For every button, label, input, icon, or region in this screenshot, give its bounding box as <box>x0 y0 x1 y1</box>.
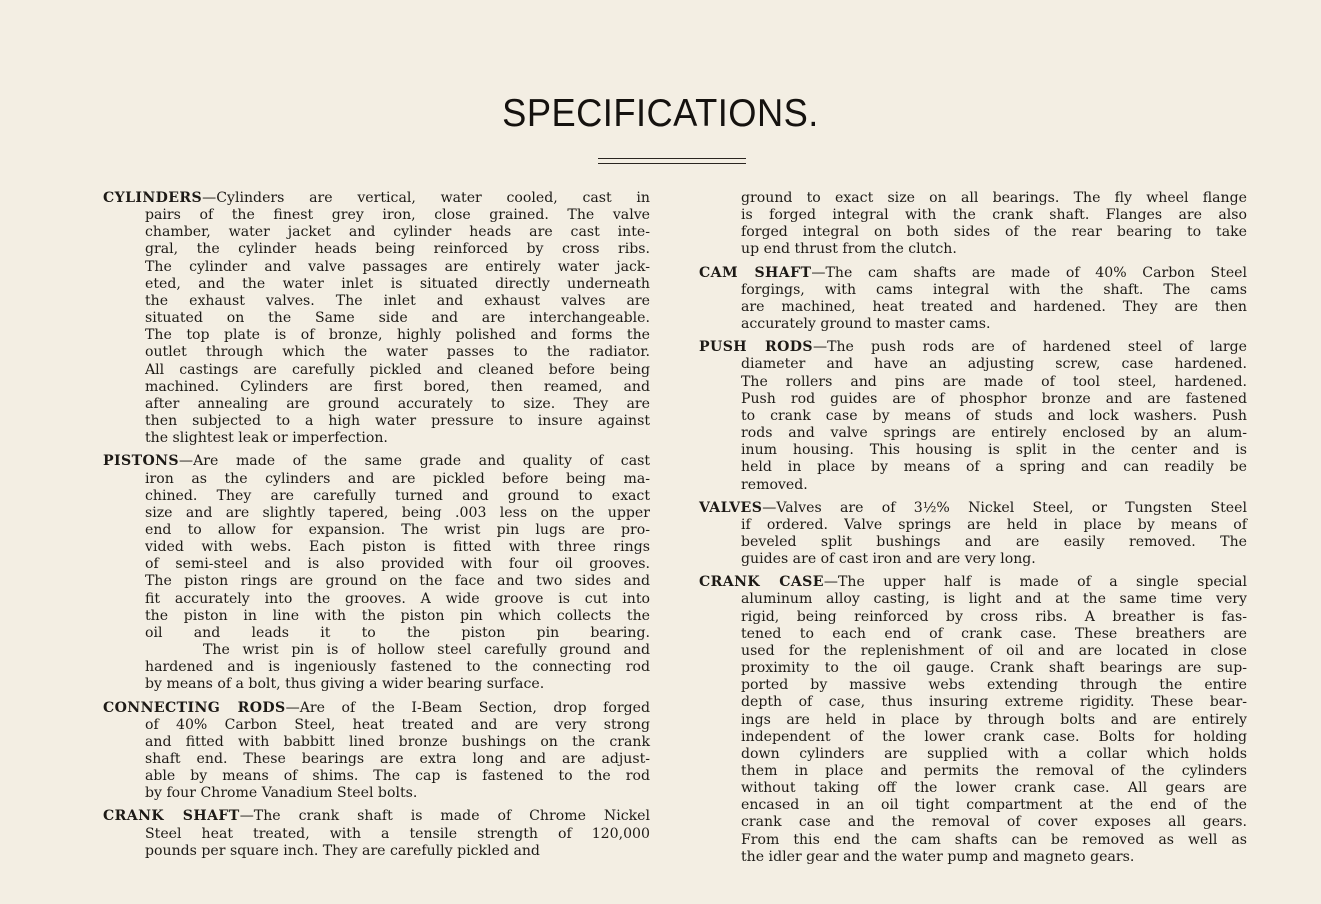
text-line <box>699 339 1247 356</box>
text-line: The top plate is of bronze, highly polished and forms the <box>145 327 650 344</box>
text-line: rigid, being reinforced by cross ribs. A breather is fas- <box>741 608 1247 625</box>
page-title: SPECIFICATIONS. <box>502 92 819 135</box>
text-line: is forged integral with the crank shaft. Flanges are also <box>741 207 1247 224</box>
text-line: From this end the cam shafts can be removed as well as <box>741 831 1247 848</box>
text-line: encased in an oil tight compartment at the end of the <box>741 797 1247 814</box>
text-line: of 40% Carbon Steel, heat treated and are very strong <box>145 716 650 733</box>
text-line: shaft end. These bearings are extra long and are adjust- <box>145 751 650 767</box>
text-line: held in place by means of a spring and can readily be <box>741 459 1247 476</box>
section-cylinders <box>103 190 650 447</box>
section-text: —Are made of the same grade and quality of cast <box>179 453 650 470</box>
text-line: beveled split bushings and are easily removed. The <box>741 533 1247 550</box>
left-column <box>103 190 650 866</box>
text-line: by means of a bolt, thus giving a wider bearing surface. <box>145 676 545 693</box>
text-line <box>103 453 650 470</box>
text-line: ings are held in place by through bolts and are entirely <box>741 711 1247 728</box>
text-line: the idler gear and the water pump and magneto gears. <box>741 848 1135 865</box>
section-crank-shaft-continued <box>699 190 1247 259</box>
text-line <box>699 574 1247 591</box>
text-line <box>699 265 1247 282</box>
right-column <box>699 190 1247 872</box>
text-line: crank case and the removal of cover exposes all gears. <box>741 814 1247 831</box>
section-heading: VALVES <box>699 499 763 516</box>
text-line: if ordered. Valve springs are held in place by means of <box>741 516 1247 533</box>
text-line: The wrist pin is of hollow steel carefully ground and <box>203 642 650 659</box>
section-text: —Are of the I-Beam Section, drop forged <box>285 699 651 716</box>
text-line <box>103 700 650 717</box>
text-line: forgings, with cams integral with the shaft. The cams <box>741 281 1247 298</box>
text-line: hardened and is ingeniously fastened to the connecting rod <box>145 659 650 676</box>
text-line: removed. <box>741 476 808 493</box>
text-line: ported by massive webs extending through the entire <box>741 677 1247 694</box>
text-line: by four Chrome Vanadium Steel bolts. <box>145 785 418 802</box>
text-line <box>103 808 650 825</box>
section-pistons <box>103 453 650 693</box>
text-line: depth of case, thus insuring extreme rigidity. These bear- <box>741 694 1247 711</box>
section-heading: CRANK CASE <box>699 574 824 591</box>
text-line: rods and valve springs are entirely enclosed by an alum- <box>741 425 1247 442</box>
text-line: proximity to the oil gauge. Crank shaft bearings are sup- <box>741 660 1247 677</box>
text-line: fit accurately into the grooves. A wide groove is cut into <box>145 590 650 607</box>
section-heading: CAM SHAFT <box>699 264 812 281</box>
text-line <box>699 500 1247 517</box>
text-line: chined. They are carefully turned and ground to exact <box>145 487 650 504</box>
text-line: pairs of the finest grey iron, close grained. The valve <box>145 207 650 224</box>
section-valves <box>699 500 1247 569</box>
text-line: oil and leads it to the piston pin bearing. <box>145 624 650 641</box>
text-line <box>103 190 650 207</box>
text-line: them in place and permits the removal of the cylinders <box>741 763 1247 779</box>
text-line: down cylinders are supplied with a collar which holds <box>741 745 1247 762</box>
text-line: inum housing. This housing is split in the center and is <box>741 442 1247 459</box>
section-heading: PUSH RODS <box>699 339 813 356</box>
text-line: up end thrust from the clutch. <box>741 241 957 258</box>
section-heading: CONNECTING RODS <box>103 699 286 716</box>
text-line: The rollers and pins are made of tool steel, hardened. <box>741 373 1247 390</box>
text-line: the exhaust valves. The inlet and exhaust valves are <box>145 292 650 309</box>
section-heading: CRANK SHAFT <box>103 808 240 825</box>
text-line: pounds per square inch. They are carefully pickled and <box>145 842 540 859</box>
text-line: accurately ground to master cams. <box>741 316 991 333</box>
text-line: Push rod guides are of phosphor bronze and are fastened <box>741 390 1247 407</box>
section-heading: PISTONS <box>103 453 179 470</box>
text-line: to crank case by means of studs and lock washers. Push <box>741 407 1247 424</box>
text-line: able by means of shims. The cap is fastened to the rod <box>145 768 650 785</box>
text-line: used for the replenishment of oil and are located in close <box>741 642 1247 659</box>
text-line: vided with webs. Each piston is fitted with three rings <box>145 539 650 556</box>
text-line: are machined, heat treated and hardened. They are then <box>741 298 1247 315</box>
text-line: outlet through which the water passes to the radiator. <box>145 344 650 361</box>
title-double-rule <box>598 158 746 164</box>
text-line: gral, the cylinder heads being reinforced by cross ribs. <box>145 241 650 258</box>
text-line: size and are slightly tapered, being .003 less on the upper <box>145 504 650 521</box>
section-text: —The cam shafts are made of 40% Carbon Steel <box>811 264 1248 281</box>
text-line: the piston in line with the piston pin which collects the <box>145 607 650 624</box>
text-line: ground to exact size on all bearings. The fly wheel flange <box>741 190 1247 206</box>
text-line: aluminum alloy casting, is light and at the same time very <box>741 591 1247 608</box>
section-heading: CYLINDERS <box>103 190 203 206</box>
text-line: end to allow for expansion. The wrist pin lugs are pro- <box>145 521 650 538</box>
text-line: without taking off the lower crank case. All gears are <box>741 780 1247 797</box>
section-push-rods <box>699 339 1247 493</box>
section-text: —The crank shaft is made of Chrome Nickel <box>239 808 650 825</box>
text-line: then subjected to a high water pressure to insure against <box>145 413 650 430</box>
text-line: tened to each end of crank case. These breathers are <box>741 625 1247 642</box>
section-text: —Cylinders are vertical, water cooled, cast in <box>202 190 650 206</box>
text-line: chamber, water jacket and cylinder heads are cast inte- <box>145 224 650 241</box>
text-line: The piston rings are ground on the face and two sides and <box>145 573 650 590</box>
text-line: iron as the cylinders and are pickled before being ma- <box>145 470 650 487</box>
text-line: after annealing are ground accurately to size. They are <box>145 395 650 412</box>
text-line: The cylinder and valve passages are entirely water jack- <box>145 258 650 275</box>
text-line: the slightest leak or imperfection. <box>145 430 388 447</box>
text-line: All castings are carefully pickled and cleaned before being <box>145 361 650 378</box>
section-crank-case <box>699 574 1247 866</box>
text-line: of semi-steel and is also provided with four oil grooves. <box>145 556 650 573</box>
text-line: independent of the lower crank case. Bolts for holding <box>741 728 1247 745</box>
text-line: machined. Cylinders are first bored, then reamed, and <box>145 378 650 395</box>
section-cam-shaft <box>699 265 1247 334</box>
text-line: diameter and have an adjusting screw, case hardened. <box>741 356 1247 373</box>
section-connecting-rods <box>103 700 650 803</box>
section-text: —The push rods are of hardened steel of large <box>812 339 1248 356</box>
text-line: situated on the Same side and are interchangeable. <box>145 310 650 327</box>
text-line: Steel heat treated, with a tensile strength of 120,000 <box>145 825 650 842</box>
text-line: guides are of cast iron and are very long. <box>741 551 1036 568</box>
section-crank-shaft <box>103 808 650 859</box>
section-text: —The upper half is made of a single special <box>823 574 1247 591</box>
text-line: forged integral on both sides of the rear bearing to take <box>741 224 1247 241</box>
text-line: and fitted with babbitt lined bronze bushings on the crank <box>145 733 650 750</box>
section-text: —Valves are of 3½% Nickel Steel, or Tungsten Steel <box>762 499 1247 516</box>
text-line: eted, and the water inlet is situated directly underneath <box>145 275 650 292</box>
